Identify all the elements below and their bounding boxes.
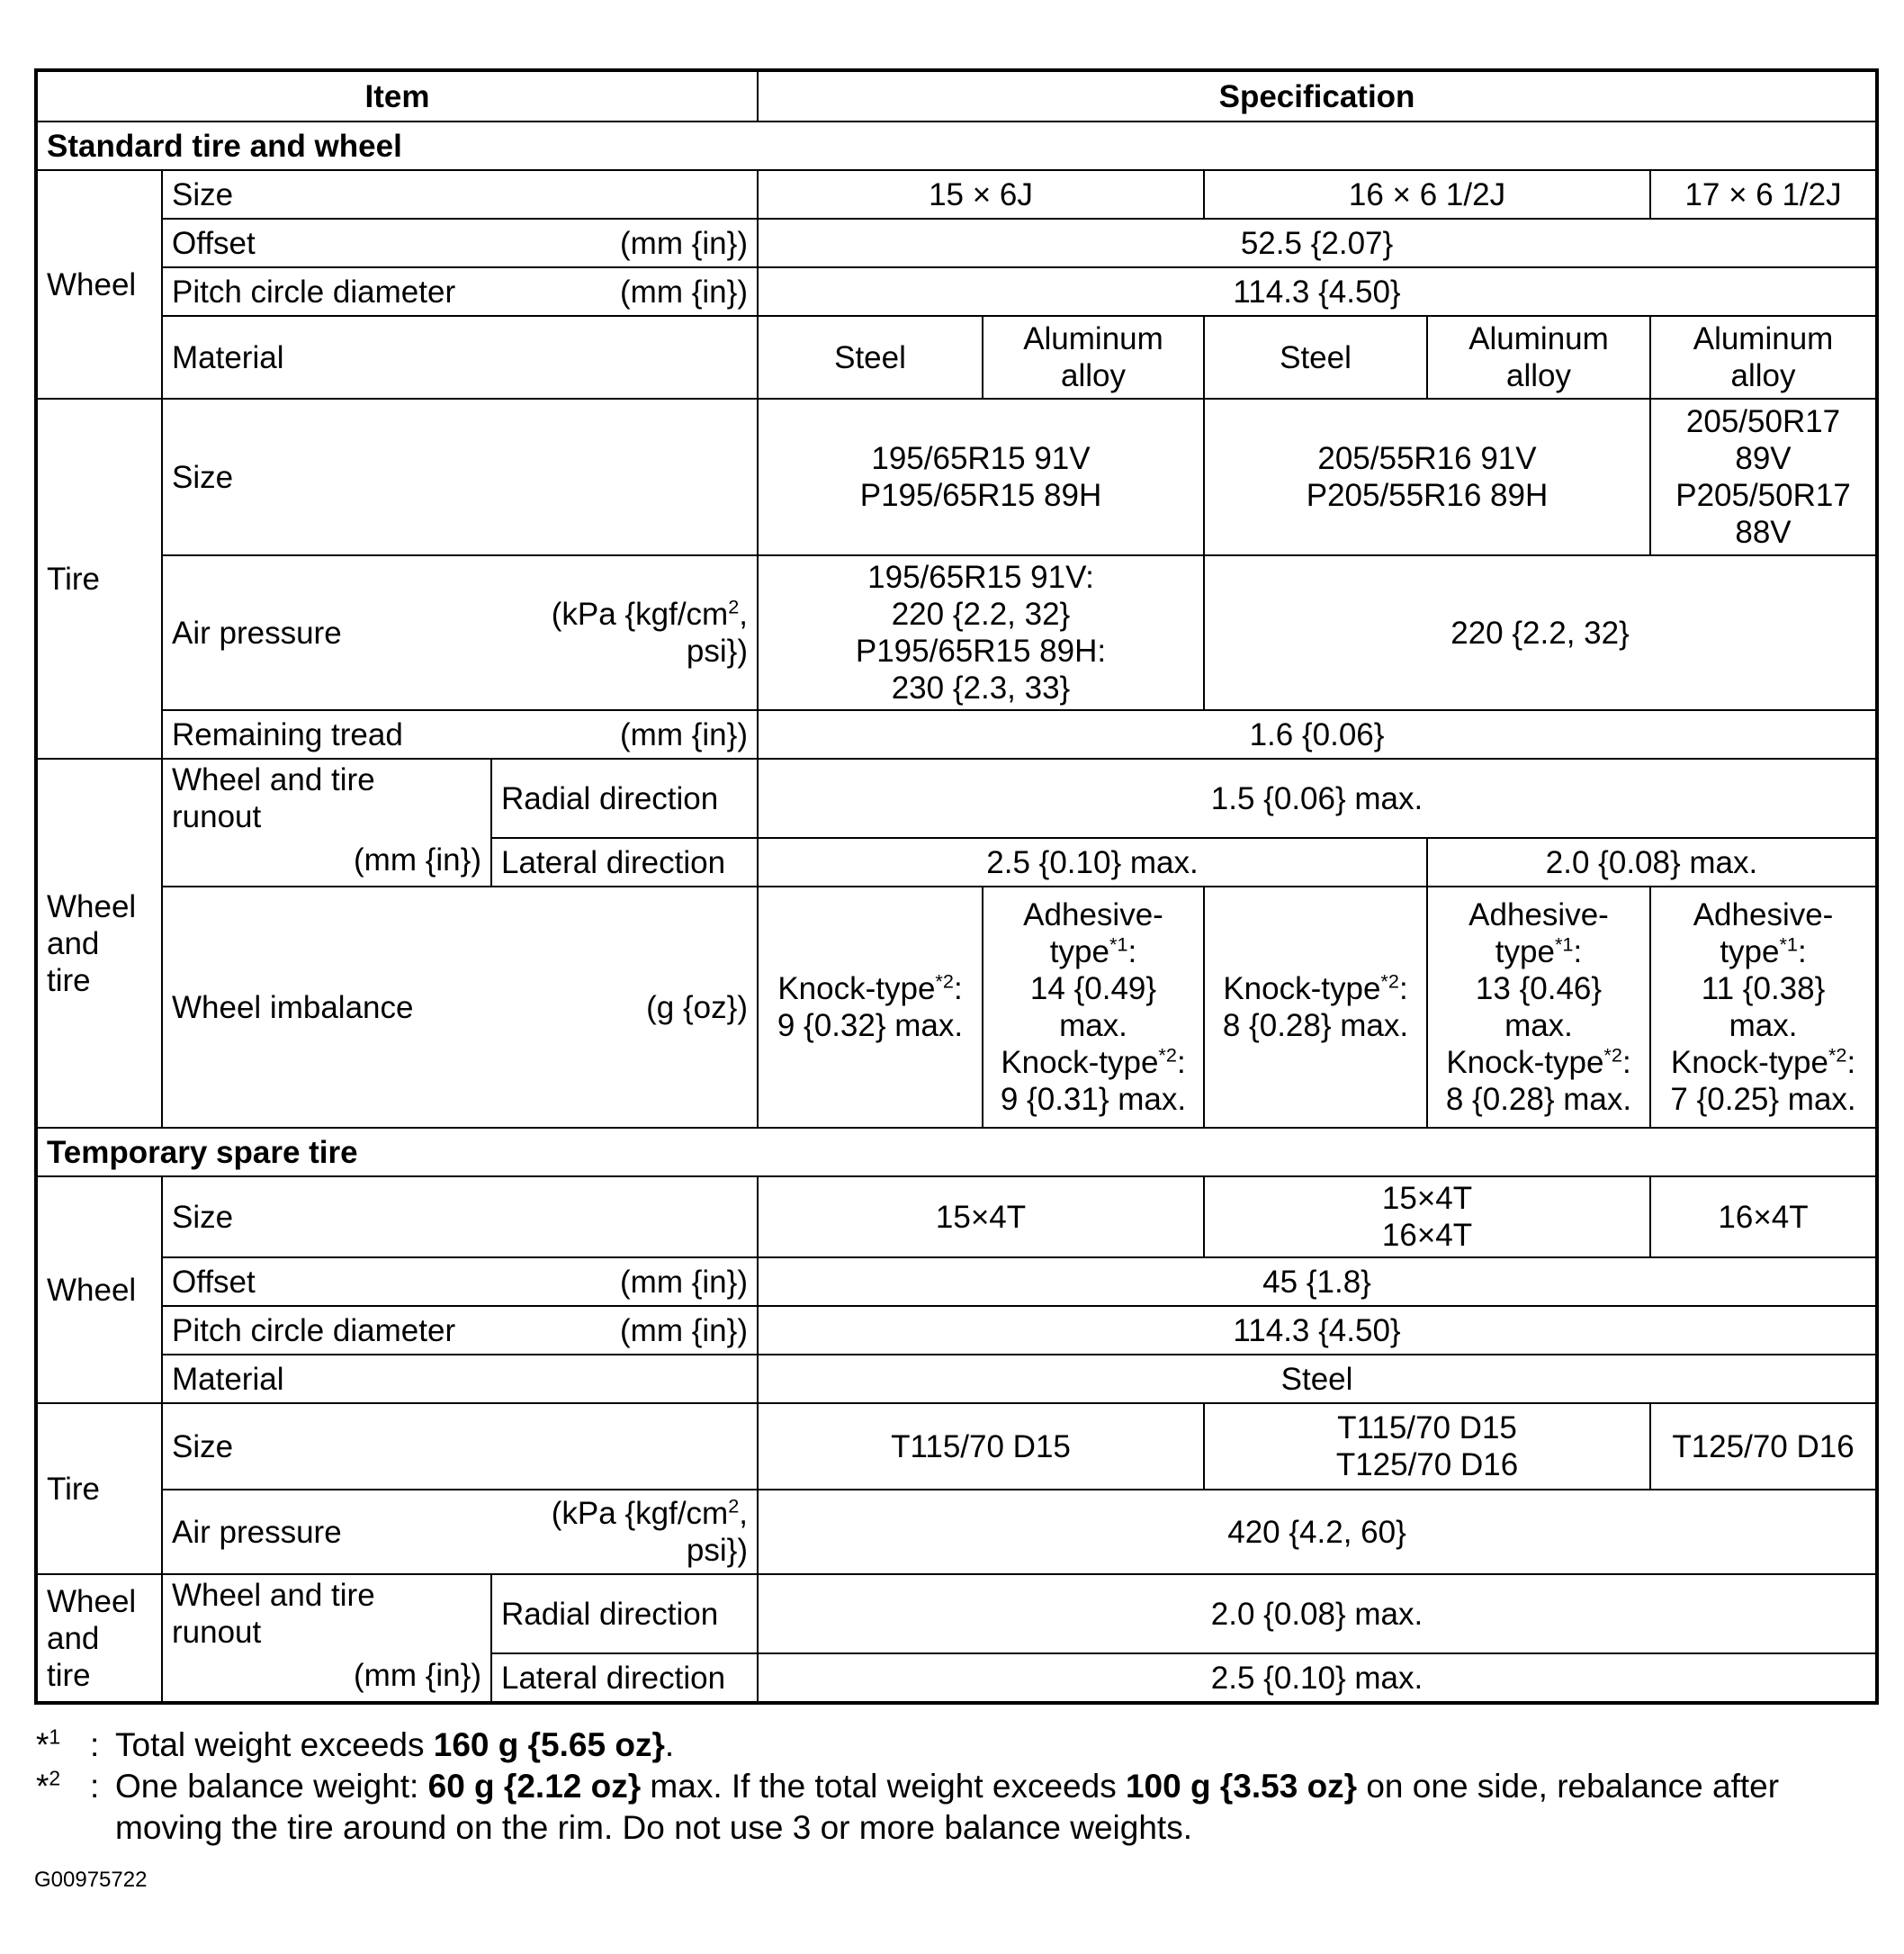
table-row bbox=[36, 1355, 1877, 1403]
table-cell: T115/70 D15 bbox=[758, 1403, 1204, 1490]
label-text: Air pressure bbox=[172, 1514, 342, 1550]
footnote-part: max. If the total weight exceeds bbox=[641, 1768, 1126, 1805]
table-cell: 15×4T bbox=[758, 1176, 1204, 1257]
table-row bbox=[36, 267, 1877, 316]
footnote-star: * bbox=[36, 1726, 49, 1763]
row-label bbox=[162, 555, 758, 710]
table-cell: Aluminum alloy bbox=[983, 316, 1204, 399]
footnote-ref: *2 bbox=[1828, 1043, 1847, 1067]
unit-text: (mm {in}) bbox=[620, 274, 748, 310]
knock-type-text: Knock-type bbox=[1670, 1045, 1828, 1080]
row-sublabel: Radial direction bbox=[491, 1574, 758, 1653]
table-cell bbox=[1427, 887, 1650, 1128]
table-cell: 220 {2.2, 32} bbox=[1204, 555, 1877, 710]
row-sublabel: Radial direction bbox=[491, 759, 758, 838]
label-text: Wheel and tire runout bbox=[172, 762, 375, 834]
footnote-ref: *2 bbox=[935, 969, 954, 993]
footnotes bbox=[36, 1724, 1872, 1849]
table-row bbox=[36, 1306, 1877, 1355]
footnote-ref: *1 bbox=[1554, 932, 1574, 956]
footnote-ref: *1 bbox=[1109, 932, 1128, 956]
specification-table bbox=[34, 68, 1879, 1705]
label-text: Offset bbox=[172, 1264, 256, 1300]
table-cell: 16×4T bbox=[1650, 1176, 1877, 1257]
footnote-part: on one side, rebalance after moving the tire around on the rim. Do not use 3 or more balance weights. bbox=[115, 1768, 1780, 1846]
label-text: Offset bbox=[172, 225, 256, 261]
row-label bbox=[162, 219, 758, 267]
document-code: G00975722 bbox=[34, 1868, 148, 1892]
footnote-colon: : bbox=[90, 1768, 100, 1805]
footnote-1 bbox=[36, 1724, 1872, 1766]
unit-superscript: 2 bbox=[728, 1494, 740, 1517]
footnote-ref: *2 bbox=[1603, 1043, 1622, 1067]
table-cell: 2.5 {0.10} max. bbox=[758, 1653, 1877, 1703]
label-text: Wheel and tire runout bbox=[172, 1578, 375, 1650]
knock-type-value: : 7 {0.25} max. bbox=[1670, 1045, 1856, 1117]
group-label-tire: Tire bbox=[36, 1403, 162, 1574]
table-cell: 17 × 6 1/2J bbox=[1650, 170, 1877, 219]
table-cell: 1.6 {0.06} bbox=[758, 710, 1877, 759]
table-cell bbox=[983, 887, 1204, 1128]
knock-type-text: Knock-type bbox=[1446, 1045, 1604, 1080]
table-row bbox=[36, 1257, 1877, 1306]
footnote-ref: *2 bbox=[1380, 969, 1399, 993]
section-row bbox=[36, 1128, 1877, 1176]
label-text: Pitch circle diameter bbox=[172, 274, 456, 310]
unit-part: , bbox=[739, 1496, 748, 1531]
knock-type-text: Knock-type bbox=[1001, 1045, 1159, 1080]
unit-part: psi}) bbox=[686, 634, 748, 669]
table-cell: Aluminum alloy bbox=[1650, 316, 1877, 399]
table-cell: 420 {4.2, 60} bbox=[758, 1490, 1877, 1574]
footnote-ref: *1 bbox=[1779, 932, 1798, 956]
group-label-wheel: Wheel bbox=[36, 1176, 162, 1403]
unit-text bbox=[552, 596, 748, 670]
label-text: Remaining tread bbox=[172, 716, 403, 752]
adhesive-type-value: : 11 {0.38} max. bbox=[1701, 934, 1826, 1043]
knock-type-value: : 8 {0.28} max. bbox=[1445, 1045, 1632, 1117]
table-row bbox=[36, 555, 1877, 710]
table-cell: Aluminum alloy bbox=[1427, 316, 1650, 399]
unit-part: (kPa {kgf/cm bbox=[551, 1496, 729, 1531]
unit-text: (mm {in}) bbox=[620, 1312, 748, 1348]
unit-part: (kPa {kgf/cm bbox=[551, 597, 729, 632]
knock-type-value: : 9 {0.31} max. bbox=[1000, 1045, 1187, 1117]
row-label: Material bbox=[162, 1355, 758, 1403]
unit-part: psi}) bbox=[686, 1533, 748, 1568]
footnote-colon: : bbox=[90, 1726, 100, 1763]
table-cell: 1.5 {0.06} max. bbox=[758, 759, 1877, 838]
label-text: Air pressure bbox=[172, 615, 342, 651]
table-row bbox=[36, 316, 1877, 399]
row-sublabel: Lateral direction bbox=[491, 1653, 758, 1703]
table-cell: 114.3 {4.50} bbox=[758, 267, 1877, 316]
knock-type-value: : 9 {0.32} max. bbox=[777, 971, 964, 1043]
label-text: Pitch circle diameter bbox=[172, 1312, 456, 1348]
table-cell: T115/70 D15 T125/70 D16 bbox=[1204, 1403, 1650, 1490]
table-cell: 16 × 6 1/2J bbox=[1204, 170, 1650, 219]
unit-text: (mm {in}) bbox=[620, 1264, 748, 1300]
knock-type-text: Knock-type bbox=[777, 971, 936, 1006]
table-row bbox=[36, 759, 1877, 838]
unit-superscript: 2 bbox=[728, 595, 740, 618]
row-label: Size bbox=[162, 170, 758, 219]
table-cell: 195/65R15 91V P195/65R15 89H bbox=[758, 399, 1204, 555]
table-cell: T125/70 D16 bbox=[1650, 1403, 1877, 1490]
unit-part: , bbox=[739, 597, 748, 632]
table-cell: 45 {1.8} bbox=[758, 1257, 1877, 1306]
table-row bbox=[36, 1490, 1877, 1574]
table-row bbox=[36, 219, 1877, 267]
group-label-tire: Tire bbox=[36, 399, 162, 759]
table-row bbox=[36, 1574, 1877, 1653]
table-cell: Steel bbox=[758, 316, 983, 399]
unit-text: (mm {in}) bbox=[354, 842, 481, 878]
footnote-number: 1 bbox=[49, 1724, 61, 1749]
footnote-number: 2 bbox=[49, 1766, 61, 1790]
table-cell: 2.0 {0.08} max. bbox=[1427, 838, 1877, 887]
footnote-ref: *2 bbox=[1158, 1043, 1177, 1067]
table-cell: 205/55R16 91V P205/55R16 89H bbox=[1204, 399, 1650, 555]
section-row bbox=[36, 122, 1877, 170]
group-label-wheel-and-tire: Wheel and tire bbox=[36, 759, 162, 1128]
row-label bbox=[162, 1257, 758, 1306]
footnote-part-bold: 160 g {5.65 oz} bbox=[433, 1726, 665, 1763]
footnote-part-bold: 60 g {2.12 oz} bbox=[427, 1768, 642, 1805]
adhesive-type-value: : 14 {0.49} max. bbox=[1029, 934, 1157, 1043]
table-cell: 205/50R17 89V P205/50R17 88V bbox=[1650, 399, 1877, 555]
row-label bbox=[162, 1574, 491, 1703]
table-cell: 2.5 {0.10} max. bbox=[758, 838, 1427, 887]
table-row bbox=[36, 1403, 1877, 1490]
table-cell bbox=[758, 887, 983, 1128]
label-text: Wheel imbalance bbox=[172, 989, 414, 1025]
row-label bbox=[162, 267, 758, 316]
adhesive-type-value: : 13 {0.46} max. bbox=[1475, 934, 1603, 1043]
row-label: Size bbox=[162, 1403, 758, 1490]
adhesive-type-text: Adhesive- type bbox=[1023, 897, 1163, 969]
row-label: Size bbox=[162, 1176, 758, 1257]
header-item: Item bbox=[36, 70, 758, 122]
header-row bbox=[36, 70, 1877, 122]
row-label bbox=[162, 1306, 758, 1355]
unit-text: (mm {in}) bbox=[354, 1658, 481, 1693]
row-label bbox=[162, 887, 758, 1128]
table-cell bbox=[1204, 887, 1427, 1128]
table-cell: 52.5 {2.07} bbox=[758, 219, 1877, 267]
table-cell: Steel bbox=[1204, 316, 1427, 399]
adhesive-type-text: Adhesive- type bbox=[1693, 897, 1834, 969]
footnote-part: One balance weight: bbox=[115, 1768, 428, 1805]
adhesive-type-text: Adhesive- type bbox=[1468, 897, 1609, 969]
row-label: Material bbox=[162, 316, 758, 399]
unit-text bbox=[552, 1495, 748, 1569]
footnote-text bbox=[115, 1724, 1872, 1766]
group-label-wheel-and-tire: Wheel and tire bbox=[36, 1574, 162, 1703]
table-row bbox=[36, 399, 1877, 555]
footnote-mark bbox=[36, 1724, 90, 1766]
row-sublabel: Lateral direction bbox=[491, 838, 758, 887]
unit-text: (mm {in}) bbox=[620, 225, 748, 261]
unit-text: (mm {in}) bbox=[620, 716, 748, 752]
table-cell: 195/65R15 91V: 220 {2.2, 32} P195/65R15 89H: 230 {2.3, 33} bbox=[758, 555, 1204, 710]
table-cell bbox=[1650, 887, 1877, 1128]
knock-type-text: Knock-type bbox=[1223, 971, 1381, 1006]
footnote-2 bbox=[36, 1766, 1872, 1849]
footnote-text bbox=[115, 1766, 1872, 1849]
row-label bbox=[162, 710, 758, 759]
table-row bbox=[36, 710, 1877, 759]
row-label: Size bbox=[162, 399, 758, 555]
row-label bbox=[162, 1490, 758, 1574]
footnote-part: . bbox=[664, 1726, 675, 1763]
footnote-star: * bbox=[36, 1768, 49, 1805]
section-spare-title: Temporary spare tire bbox=[36, 1128, 1877, 1176]
table-row bbox=[36, 887, 1877, 1128]
table-cell: Steel bbox=[758, 1355, 1877, 1403]
footnote-mark bbox=[36, 1766, 90, 1849]
unit-text: (g {oz}) bbox=[646, 989, 748, 1025]
knock-type-value: : 8 {0.28} max. bbox=[1222, 971, 1409, 1043]
group-label-wheel: Wheel bbox=[36, 170, 162, 399]
row-label bbox=[162, 759, 491, 887]
table-cell: 2.0 {0.08} max. bbox=[758, 1574, 1877, 1653]
table-cell: 15×4T 16×4T bbox=[1204, 1176, 1650, 1257]
table-cell: 15 × 6J bbox=[758, 170, 1204, 219]
header-specification: Specification bbox=[758, 70, 1877, 122]
footnote-part: Total weight exceeds bbox=[115, 1726, 434, 1763]
table-cell: 114.3 {4.50} bbox=[758, 1306, 1877, 1355]
footnote-part-bold: 100 g {3.53 oz} bbox=[1125, 1768, 1358, 1805]
table-row bbox=[36, 170, 1877, 219]
section-standard-title: Standard tire and wheel bbox=[36, 122, 1877, 170]
table-row bbox=[36, 1176, 1877, 1257]
